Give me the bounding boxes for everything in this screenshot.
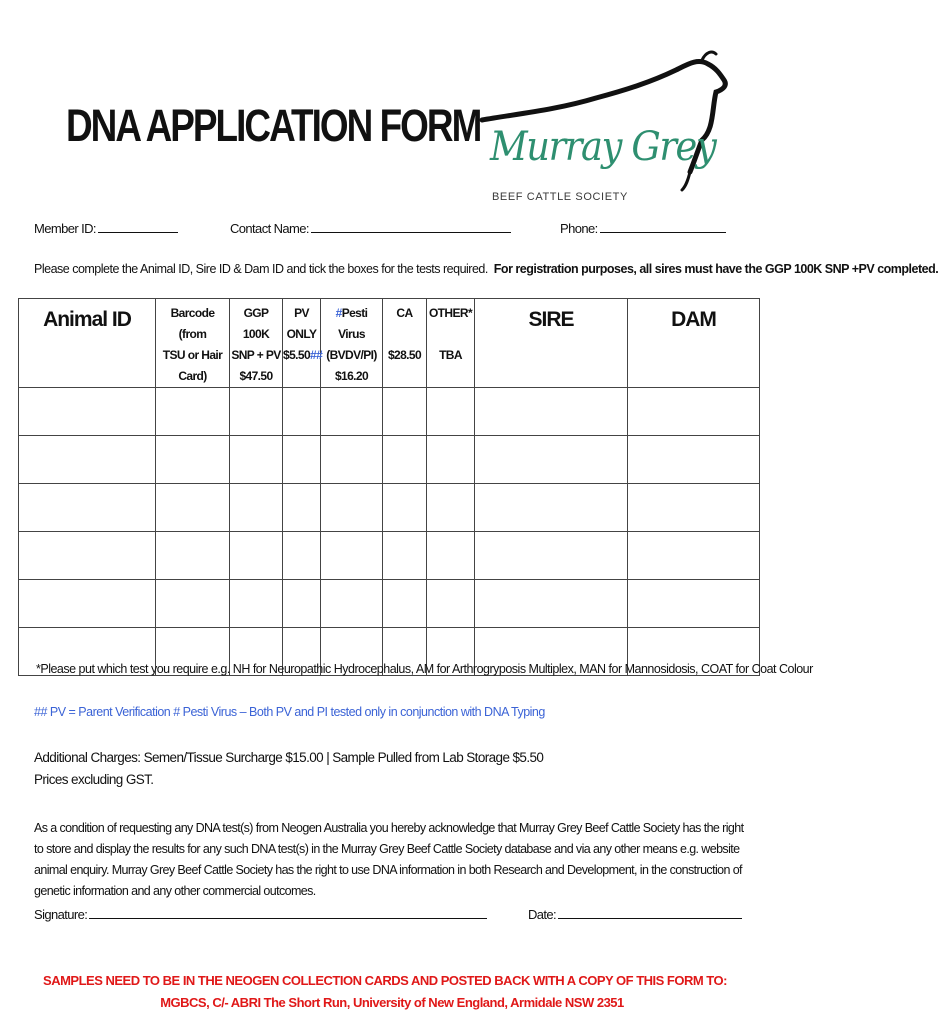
ca-checkbox-cell[interactable] — [383, 484, 427, 532]
contact-name-field[interactable] — [230, 220, 511, 236]
pv-checkbox-cell[interactable] — [283, 484, 321, 532]
header-barcode-line2: TSU or Hair — [162, 348, 223, 362]
pesti-checkbox-cell[interactable] — [321, 388, 383, 436]
header-animal-id: Animal ID — [19, 299, 156, 388]
member-id-input[interactable] — [98, 220, 178, 233]
footer-line1: SAMPLES NEED TO BE IN THE NEOGEN COLLECTION CARDS AND POSTED BACK WITH A COPY OF THIS FORM TO: — [43, 973, 727, 988]
header-ca-spacer — [383, 324, 426, 345]
header-ca — [383, 299, 427, 388]
date-input[interactable] — [558, 906, 742, 919]
other-cell[interactable] — [427, 436, 475, 484]
logo-subtitle: BEEF CATTLE SOCIETY — [492, 191, 628, 203]
contact-name-input[interactable] — [311, 220, 511, 233]
logo-brand-name: Murray Grey — [490, 124, 716, 170]
gst-note: Prices excluding GST. — [34, 772, 154, 787]
ggp-checkbox-cell[interactable] — [230, 580, 283, 628]
sire-cell[interactable] — [475, 484, 628, 532]
phone-field[interactable] — [560, 220, 726, 236]
pv-checkbox-cell[interactable] — [283, 580, 321, 628]
consent-statement: As a condition of requesting any DNA test(s) from Neogen Australia you hereby acknowledge that Murray Grey Beef Cattle Society has the right to store and display the results for any such DNA test(s) in the Murray Grey Beef Cattle Society database and via any other means e.g. website animal enquiry. Murray Grey Beef Cattle Society has the right to use DNA information in both Research and Development, in the construction of genetic information and any other commercial outcomes. — [34, 821, 744, 898]
table-row — [19, 484, 760, 532]
header-other-spacer — [427, 324, 474, 345]
header-ggp-price: $47.50 — [239, 369, 273, 383]
page-title: DNA APPLICATION FORM — [66, 100, 481, 151]
barcode-cell[interactable] — [156, 388, 230, 436]
table-row — [19, 532, 760, 580]
postal-instructions — [0, 970, 770, 1014]
header-pv-line2: ONLY — [286, 327, 317, 341]
phone-label: Phone: — [560, 221, 598, 236]
murray-grey-logo — [476, 40, 738, 203]
animal-id-cell[interactable] — [19, 388, 156, 436]
header-ggp — [230, 299, 283, 388]
header-pesti-line2: (BVDV/PI) — [326, 348, 377, 362]
member-id-label: Member ID: — [34, 221, 96, 236]
ggp-checkbox-cell[interactable] — [230, 532, 283, 580]
header-sire: SIRE — [475, 299, 628, 388]
header-other-price: TBA — [439, 348, 462, 362]
ggp-checkbox-cell[interactable] — [230, 484, 283, 532]
header-ca-price: $28.50 — [387, 348, 422, 362]
ggp-checkbox-cell[interactable] — [230, 436, 283, 484]
header-other-line1: OTHER* — [428, 306, 473, 320]
pesti-checkbox-cell[interactable] — [321, 436, 383, 484]
barcode-cell[interactable] — [156, 436, 230, 484]
ca-checkbox-cell[interactable] — [383, 388, 427, 436]
header-pesti-price: $16.20 — [334, 369, 369, 383]
ca-checkbox-cell[interactable] — [383, 580, 427, 628]
additional-charges — [34, 747, 543, 791]
header-ggp-line1: GGP 100K — [242, 306, 270, 341]
sire-cell[interactable] — [475, 532, 628, 580]
other-cell[interactable] — [427, 388, 475, 436]
animal-id-cell[interactable] — [19, 580, 156, 628]
signature-label: Signature: — [34, 907, 88, 922]
footer-address: MGBCS, C/- ABRI The Short Run, University of New England, Armidale NSW 2351 — [160, 995, 624, 1010]
other-cell[interactable] — [427, 580, 475, 628]
header-pv-price-line — [283, 345, 323, 366]
date-label: Date: — [528, 907, 557, 922]
header-pesti-name: Pesti Virus — [338, 306, 368, 341]
animal-id-cell[interactable] — [19, 484, 156, 532]
charges-line: Additional Charges: Semen/Tissue Surcharge $15.00 | Sample Pulled from Lab Storage $5.50 — [34, 750, 544, 765]
table-row — [19, 388, 760, 436]
other-tests-note: *Please put which test you require e.g. NH for Neuropathic Hydrocephalus, AM for Arthrogryposis Multiplex, MAN for Mannosidosis, COAT for Coat Colour — [36, 662, 813, 676]
header-other — [427, 299, 475, 388]
animal-id-cell[interactable] — [19, 436, 156, 484]
header-pesti — [321, 299, 383, 388]
header-pesti-line1 — [321, 303, 382, 345]
instructions-text: Please complete the Animal ID, Sire ID & Dam ID and tick the boxes for the tests required. — [34, 262, 488, 276]
barcode-cell[interactable] — [156, 532, 230, 580]
header-pv — [283, 299, 321, 388]
member-id-field[interactable] — [34, 220, 178, 236]
ca-checkbox-cell[interactable] — [383, 436, 427, 484]
animal-id-cell[interactable] — [19, 532, 156, 580]
phone-input[interactable] — [600, 220, 726, 233]
other-cell[interactable] — [427, 484, 475, 532]
signature-input[interactable] — [89, 906, 487, 919]
pv-checkbox-cell[interactable] — [283, 388, 321, 436]
pv-pesti-legend: ## PV = Parent Verification # Pesti Virus – Both PV and PI tested only in conjunction with DNA Typing — [34, 705, 545, 719]
instructions — [34, 262, 938, 276]
header-dam: DAM — [628, 299, 760, 388]
sire-cell[interactable] — [475, 580, 628, 628]
ca-checkbox-cell[interactable] — [383, 532, 427, 580]
pv-checkbox-cell[interactable] — [283, 436, 321, 484]
header-barcode-line1: Barcode (from — [170, 306, 215, 341]
header-ca-line1: CA — [396, 306, 413, 320]
dna-test-table — [18, 298, 760, 676]
pesti-checkbox-cell[interactable] — [321, 484, 383, 532]
dam-cell[interactable] — [628, 436, 760, 484]
barcode-cell[interactable] — [156, 580, 230, 628]
header-pesti-marker: # — [335, 306, 342, 320]
cattle-silhouette-icon — [476, 40, 738, 200]
other-cell[interactable] — [427, 532, 475, 580]
header-pv-line1: PV — [294, 306, 309, 320]
barcode-cell[interactable] — [156, 484, 230, 532]
pesti-checkbox-cell[interactable] — [321, 532, 383, 580]
dam-cell[interactable] — [628, 532, 760, 580]
sire-cell[interactable] — [475, 388, 628, 436]
table-row — [19, 580, 760, 628]
table-row — [19, 436, 760, 484]
contact-name-label: Contact Name: — [230, 221, 309, 236]
sire-cell[interactable] — [475, 436, 628, 484]
dam-cell[interactable] — [628, 580, 760, 628]
pv-checkbox-cell[interactable] — [283, 532, 321, 580]
header-ggp-line2: SNP + PV — [231, 348, 281, 362]
pesti-checkbox-cell[interactable] — [321, 580, 383, 628]
ggp-checkbox-cell[interactable] — [230, 388, 283, 436]
header-barcode-line3: Card) — [178, 369, 207, 383]
header-barcode — [156, 299, 230, 388]
signature-field[interactable] — [34, 906, 487, 922]
date-field[interactable] — [528, 906, 742, 922]
header-pv-marker: ## — [310, 348, 323, 362]
table-header-row — [19, 299, 760, 388]
dam-cell[interactable] — [628, 388, 760, 436]
instructions-registration-note: For registration purposes, all sires must have the GGP 100K SNP +PV completed. — [493, 262, 938, 276]
header-pv-price: $5.50 — [283, 348, 311, 362]
dam-cell[interactable] — [628, 484, 760, 532]
